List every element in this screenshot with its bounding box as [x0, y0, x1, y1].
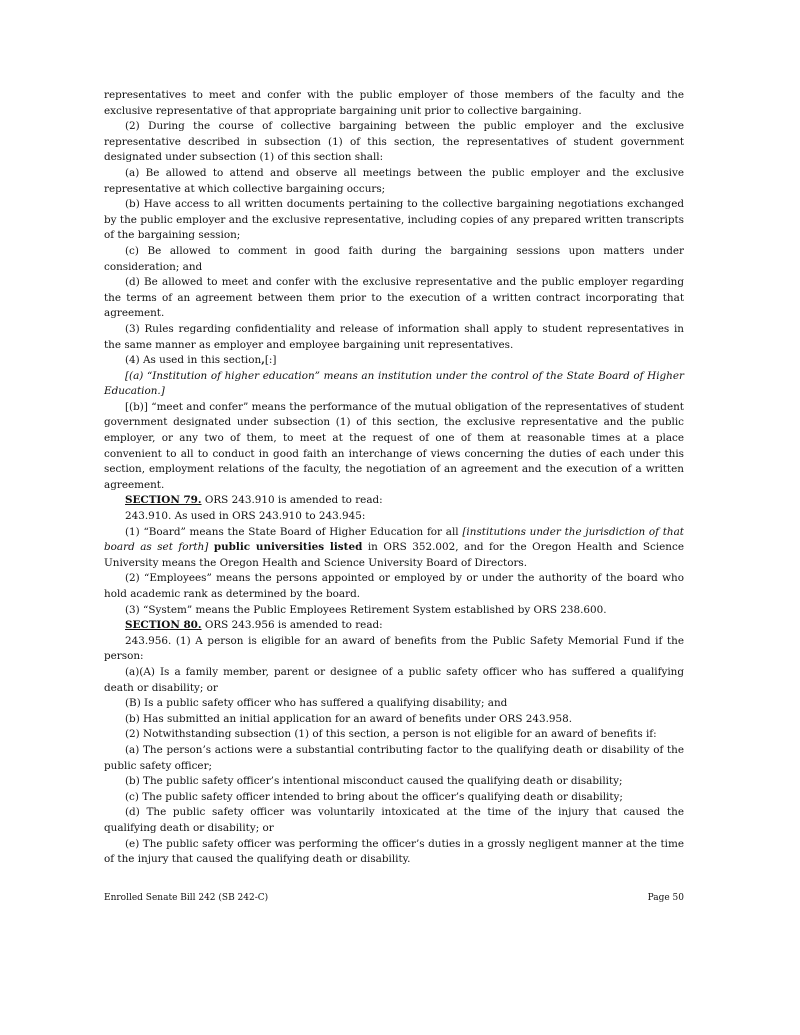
- deleted-text: [(a) “Institution of higher education” means an institution under the control of the State Board of Higher Education.]: [104, 369, 684, 398]
- section-heading: SECTION 79.: [125, 494, 202, 507]
- paragraph: (a) Be allowed to attend and observe all meetings between the public employer and the exclusive representative at which collective bargaining occurs;: [104, 166, 684, 195]
- paragraph: (b) Have access to all written documents pertaining to the collective bargaining negotiations exchanged by the public employer and the exclusive representative, including copies of any prepared written transcripts of the bargaining session;: [104, 198, 684, 242]
- paragraph: (3) Rules regarding confidentiality and release of information shall apply to student representatives in the same manner as employer and employee bargaining unit representatives.: [104, 322, 684, 351]
- document-body: [104, 88, 684, 868]
- deleted-text: [:]: [264, 354, 277, 367]
- text-run: in ORS 352.002, and for the Oregon Health and Science University means the Oregon Health and Science University Board of Directors.: [104, 541, 684, 569]
- paragraph: (a) The person’s actions were a substantial contributing factor to the qualifying death or disability of the public safety officer;: [104, 743, 684, 772]
- paragraph: (B) Is a public safety officer who has suffered a qualifying disability; and: [125, 697, 508, 710]
- paragraph: (2) During the course of collective bargaining between the public employer and the exclusive representative described in subsection (1) of this section, the representatives of student government designated under subsection (1) of this section shall:: [104, 120, 684, 164]
- bill-identifier: Enrolled Senate Bill 242 (SB 242-C): [104, 893, 269, 903]
- paragraph: [104, 400, 684, 494]
- paragraph: (b) Has submitted an initial application for an award of benefits under ORS 243.958.: [125, 712, 573, 725]
- paragraph: (3) “System” means the Public Employees Retirement System established by ORS 238.600.: [125, 603, 607, 616]
- page-number: Page 50: [647, 893, 684, 903]
- paragraph: (c) Be allowed to comment in good faith during the bargaining sessions upon matters under consideration; and: [104, 244, 684, 273]
- text-run: (1) “Board” means the State Board of Higher Education for all: [125, 525, 459, 538]
- deleted-text: [institutions under the jurisdiction of that board as set forth]: [104, 525, 684, 554]
- paragraph: (d) The public safety officer was voluntarily intoxicated at the time of the injury that caused the qualifying death or disability; or: [104, 806, 684, 834]
- paragraph: (2) Notwithstanding subsection (1) of this section, a person is not eligible for an award of benefits if:: [125, 728, 657, 741]
- paragraph: [104, 353, 684, 369]
- paragraph: (e) The public safety officer was performing the officer’s duties in a grossly negligent manner at the time of the injury that caused the qualifying death or disability.: [104, 837, 684, 866]
- bold-comma: ,: [261, 354, 265, 367]
- added-text: public universities listed: [213, 541, 363, 554]
- paragraph: (a)(A) Is a family member, parent or designee of a public safety officer who has suffered a qualifying death or disability; or: [104, 665, 684, 694]
- page-footer: [104, 893, 684, 903]
- paragraph: (d) Be allowed to meet and confer with the exclusive representative and the public employer regarding the terms of an agreement between them prior to the execution of a written contract incorporating that agreement.: [104, 276, 684, 320]
- paragraph: representatives to meet and confer with the public employer of those members of the faculty and the exclusive representative of that appropriate bargaining unit prior to collective bargaining.: [104, 89, 684, 117]
- paragraph: (b) The public safety officer’s intentional misconduct caused the qualifying death or disability;: [125, 775, 623, 788]
- paragraph: [104, 618, 684, 634]
- paragraph: [104, 525, 684, 572]
- paragraph: (c) The public safety officer intended to bring about the officer’s qualifying death or disability;: [125, 790, 623, 803]
- paragraph: 243.910. As used in ORS 243.910 to 243.945:: [125, 510, 366, 523]
- deleted-text: [(b)]: [125, 400, 148, 413]
- text-run: (4) As used in this section: [125, 354, 262, 367]
- text-run: ORS 243.910 is amended to read:: [204, 494, 383, 507]
- section-heading: SECTION 80.: [125, 619, 202, 632]
- text-run: “meet and confer” means the performance of the mutual obligation of the representatives of student government designated under subsection (1) of this section, the exclusive representative and the public employer, or any two of them, to meet at the request of one of them at reasonable times at a place convenient to all to conduct in good faith an interchange of views concerning the duties of each under this section, employment relations of the faculty, the negotiation of an agreement and the execution of a written agreement.: [104, 400, 684, 491]
- paragraph: (2) “Employees” means the persons appointed or employed by or under the authority of the board who hold academic rank as determined by the board.: [104, 572, 684, 600]
- paragraph: [104, 493, 684, 509]
- paragraph: 243.956. (1) A person is eligible for an award of benefits from the Public Safety Memorial Fund if the person:: [104, 634, 684, 663]
- paragraph: [104, 369, 684, 400]
- text-run: ORS 243.956 is amended to read:: [204, 619, 383, 632]
